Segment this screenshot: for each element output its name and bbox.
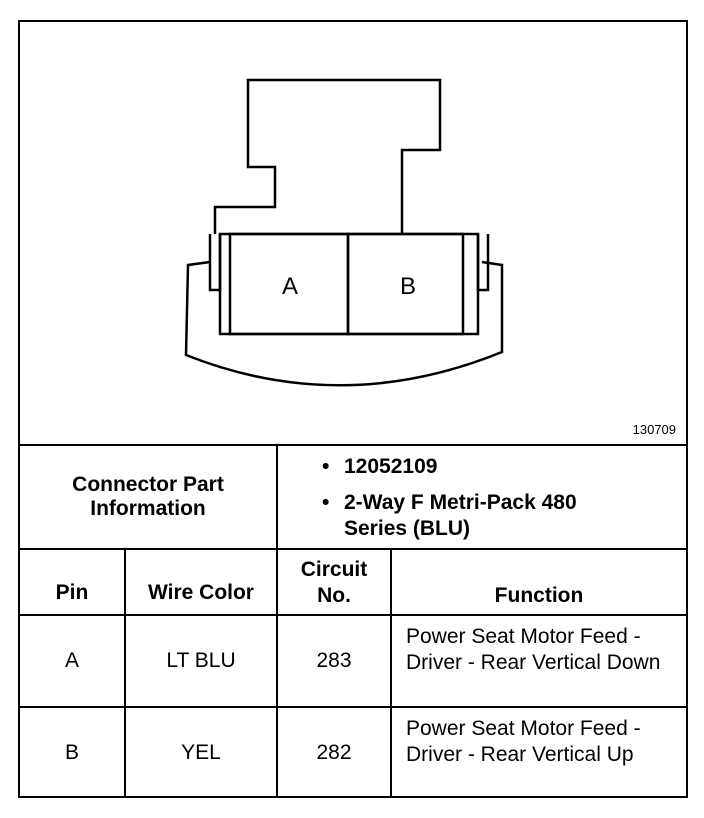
row-b-wire-color: YEL xyxy=(181,741,221,764)
connector-outline-svg xyxy=(20,22,686,444)
row-a-pin: A xyxy=(64,649,79,672)
pin-a-label: A xyxy=(281,273,299,300)
row-b-pin: B xyxy=(64,741,79,764)
header-wire-color: Wire Color xyxy=(148,581,254,604)
part-number: 12052109 xyxy=(344,455,438,478)
connector-part-info-label: Connector Part Information xyxy=(72,473,224,520)
part-number-item: • 12052109 xyxy=(322,455,438,478)
header-circuit-no: Circuit No. xyxy=(300,558,368,607)
rule-info-bottom xyxy=(20,548,686,550)
row-b-function: Power Seat Motor Feed - Driver - Rear Vertical Up xyxy=(406,717,641,766)
connector-left-clip xyxy=(210,234,220,290)
header-function: Function xyxy=(494,584,584,607)
row-b-circuit: 282 xyxy=(316,741,352,764)
connector-shell-outline xyxy=(186,262,502,385)
pin-b-label: B xyxy=(399,273,417,300)
connector-part-info-list xyxy=(320,454,680,542)
reference-number: 130709 xyxy=(632,422,676,437)
connector-type-item: • 2-Way F Metri-Pack 480 Series (BLU) xyxy=(322,491,577,540)
row-a-function: Power Seat Motor Feed - Driver - Rear Vertical Down xyxy=(406,625,661,674)
connector-face-diagram xyxy=(20,22,686,444)
connector-latch-outline xyxy=(215,80,440,234)
row-a-wire-color: LT BLU xyxy=(166,649,236,672)
row-a-circuit: 283 xyxy=(316,649,352,672)
rule-info-divider xyxy=(276,444,278,550)
connector-type: 2-Way F Metri-Pack 480 Series (BLU) xyxy=(344,491,577,540)
connector-diagram-sheet xyxy=(18,20,688,798)
header-pin: Pin xyxy=(55,581,89,604)
